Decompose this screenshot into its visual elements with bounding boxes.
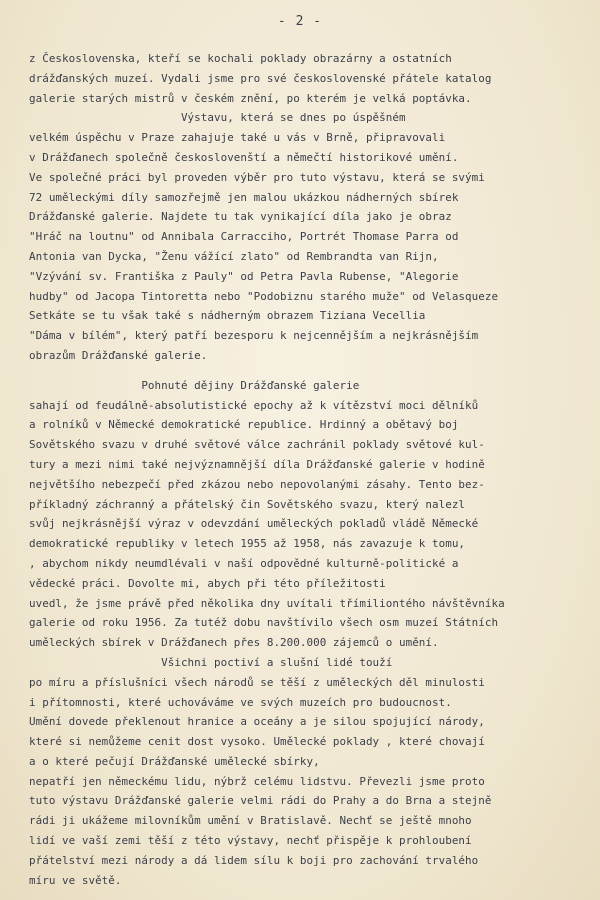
text-line: Sovětského svazu v druhé světové válce zachránil poklady světové kul- [29,438,485,452]
text-line: míru ve světě. [29,873,122,887]
text-line: a o které pečují Drážďanské umělecké sbírky, [29,754,320,768]
text-line: svůj nejkrásnější výraz v odevzdání uměleckých pokladů vládě Německé [29,517,479,531]
page-number: - 2 - [277,14,323,29]
text-line: rádi ji ukážeme milovníkům umění v Bratislavě. Nechť se ještě mnoho [29,814,472,828]
text-line: tuto výstavu Drážďanské galerie velmi rádi do Prahy a do Brna a stejně [29,794,492,808]
paragraph-gap [29,366,595,376]
text-line: Drážďanské galerie. Najdete tu tak vynikající díla jako je obraz [29,210,452,224]
text-line: i přítomnosti, které uchováváme ve svých muzeích pro budoucnost. [29,695,452,709]
text-line: v Drážďanech společně českoslovenští a němečtí historikové umění. [29,150,459,164]
text-line: vědecké práci. Dovolte mi, abych při této příležitosti [29,576,386,590]
text-line: lidí ve vaší zemi těší z této výstavy, nechť přispěje k prohloubení [29,834,472,848]
text-line: galerie starých mistrů v českém znění, po kterém je velká poptávka. [29,91,472,105]
text-line: hudby" od Jacopa Tintoretta nebo "Podobiznu starého muže" od Velasqueze [29,289,499,303]
text-line: demokratické republiky v letech 1955 až 1958, nás zavazuje k tomu, [29,537,466,551]
text-line: "Hráč na loutnu" od Annibala Carracciho, Portrét Thomase Parra od [29,230,459,244]
text-line: galerie od roku 1956. Za tutéž dobu navštívilo všech osm muzeí Státních [29,616,499,630]
text-line: přátelství mezi národy a dá lidem sílu k boji pro zachování trvalého [29,853,479,867]
text-line: Umění dovede překlenout hranice a oceány a je silou spojující národy, [29,715,485,729]
text-line: nepatří jen německému lidu, nýbrž celému lidstvu. Převezli jsme proto [29,774,485,788]
typed-letter-body [29,49,595,890]
text-line: Všichni poctiví a slušní lidé touží [29,655,393,669]
text-line: , abychom nikdy neumdlévali v naší odpovědné kulturně-politické a [29,556,459,570]
text-line: které si nemůžeme cenit dost vysoko. Umělecké poklady , které chovají [29,735,485,749]
text-line: tury a mezi nimi také nejvýznamnější díla Drážďanské galerie v hodině [29,457,485,471]
text-line: "Vzývání sv. Františka z Pauly" od Petra Pavla Rubense, "Alegorie [29,269,459,283]
text-line: uvedl, že jsme právě před několika dny uvítali třímiliontého návštěvníka [29,596,505,610]
text-line: sahají od feudálně-absolutistické epochy až k vítězství moci dělníků [29,398,479,412]
text-line: příkladný záchranný a přátelský čin Sovětského svazu, který nalezl [29,497,466,511]
text-line: uměleckých sbírek v Drážďanech přes 8.200.000 zájemců o umění. [29,636,439,650]
text-line: obrazům Drážďanské galerie. [29,348,208,362]
text-line: drážďanských muzeí. Vydali jsme pro své československé přátele katalog [29,71,492,85]
text-line: z Československa, kteří se kochali poklady obrazárny a ostatních [29,52,452,65]
text-line: Výstavu, která se dnes po úspěšném [29,111,406,125]
text-line: největšího nebezpečí před zkázou nebo nepovolanými zásahy. Tento bez- [29,477,485,491]
text-line: po míru a příslušníci všech národů se těší z uměleckých děl minulosti [29,675,485,689]
text-line: Pohnuté dějiny Drážďanské galerie [29,378,360,392]
text-line: "Dáma v bílém", který patří bezesporu k nejcennějším a nejkrásnějším [29,329,479,343]
text-line: velkém úspěchu v Praze zahajuje také u vás v Brně, připravovali [29,131,446,145]
text-line: Setkáte se tu však také s nádherným obrazem Tiziana Vecellia [29,309,426,323]
text-line: 72 uměleckými díly samozřejmě jen malou ukázkou nádherných sbírek [29,190,459,204]
text-line: Ve společné práci byl proveden výběr pro tuto výstavu, která se svými [29,170,485,184]
text-line: a rolníků v Německé demokratické republice. Hrdinný a obětavý boj [29,418,459,432]
text-line: Antonia van Dycka, "Ženu vážící zlato" od Rembrandta van Rijn, [29,249,439,263]
